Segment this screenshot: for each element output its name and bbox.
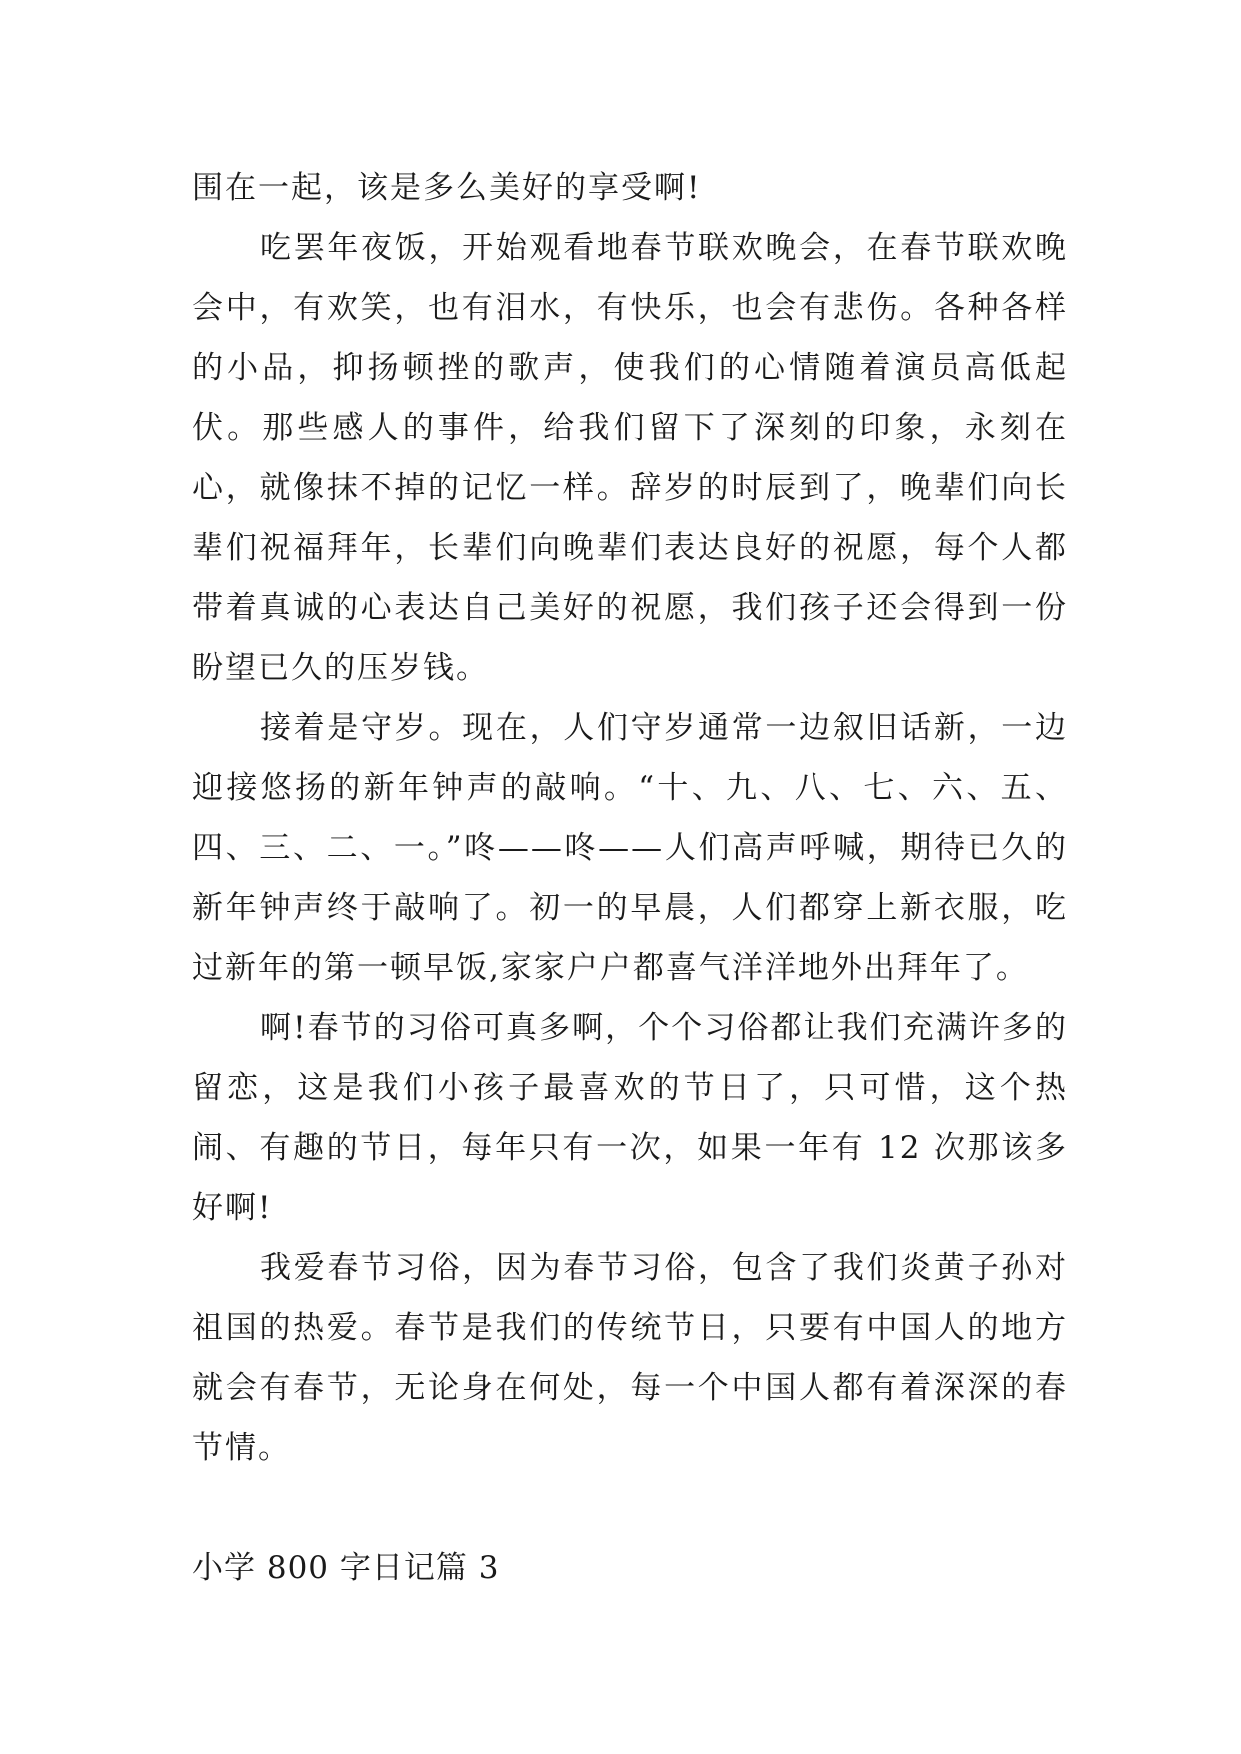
section-heading: 小学 800 字日记篇 3: [192, 1550, 500, 1586]
paragraph-conclusion: 我爱春节习俗，因为春节习俗，包含了我们炎黄子孙对祖国的热爱。春节是我们的传统节日，只要有中国人的地方就会有春节，无论身在何处，每一个中国人都有着深深的春节情。: [192, 1250, 1068, 1466]
paragraph-staying-up: 接着是守岁。现在，人们守岁通常一边叙旧话新，一边迎接悠扬的新年钟声的敲响。“十、九、八、七、六、五、四、三、二、一。”咚——咚——人们高声呼喊，期待已久的新年钟声终于敲响了。初一的早晨，人们都穿上新衣服，吃过新年的第一顿早饭,家家户户都喜气洋洋地外出拜年了。: [192, 710, 1068, 986]
paragraph-new-year-eve-gala: 吃罢年夜饭，开始观看地春节联欢晚会，在春节联欢晚会中，有欢笑，也有泪水，有快乐，也会有悲伤。各种各样的小品，抑扬顿挫的歌声，使我们的心情随着演员高低起伏。那些感人的事件，给我们留下了深刻的印象，永刻在心，就像抹不掉的记忆一样。辞岁的时辰到了，晚辈们向长辈们祝福拜年，长辈们向晚辈们表达良好的祝愿，每个人都带着真诚的心表达自己美好的祝愿，我们孩子还会得到一份盼望已久的压岁钱。: [192, 230, 1068, 686]
document-body: [192, 158, 1068, 1598]
paragraph-customs: 啊!春节的习俗可真多啊，个个习俗都让我们充满许多的留恋，这是我们小孩子最喜欢的节日了，只可惜，这个热闹、有趣的节日，每年只有一次，如果一年有 12 次那该多好啊!: [192, 1010, 1068, 1226]
paragraph-continuation: 围在一起，该是多么美好的享受啊!: [192, 170, 702, 206]
